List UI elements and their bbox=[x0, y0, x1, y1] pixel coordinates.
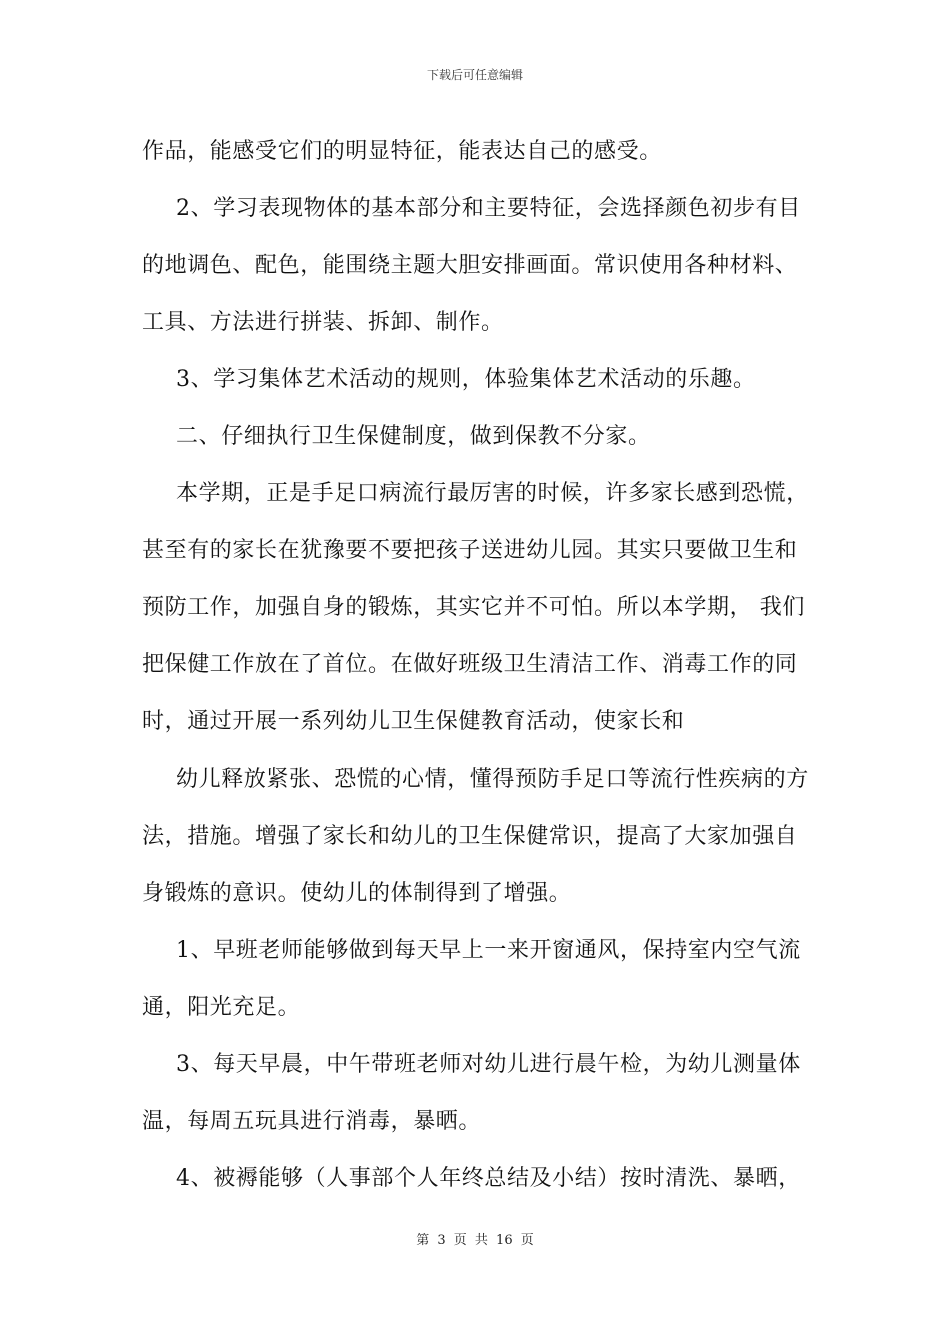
text-line: 2、学习表现物体的基本部分和主要特征，会选择颜色初步有目 bbox=[176, 196, 801, 221]
text-line: 的地调色、配色，能围绕主题大胆安排画面。常识使用各种材料、 bbox=[142, 253, 798, 278]
text-line: 本学期，正是手足口病流行最厉害的时候，许多家长感到恐慌， bbox=[176, 481, 809, 506]
text-line: 身锻炼的意识。使幼儿的体制得到了增强。 bbox=[142, 881, 572, 906]
text-line: 作品，能感受它们的明显特征，能表达自己的感受。 bbox=[142, 139, 662, 164]
page-number: 第 3 页 共 16 页 bbox=[416, 1233, 534, 1248]
text-line: 4、被褥能够（人事部个人年终总结及小结）按时清洗、暴晒， bbox=[176, 1166, 801, 1191]
text-line: 工具、方法进行拼装、拆卸、制作。 bbox=[142, 310, 504, 335]
text-line: 幼儿释放紧张、恐慌的心情，懂得预防手足口等流行性疾病的方 bbox=[176, 767, 809, 792]
header-note: 下载后可任意编辑 bbox=[426, 68, 523, 82]
section-heading: 二、仔细执行卫生保健制度，做到保教不分家。 bbox=[176, 424, 651, 449]
text-line: 把保健工作放在了首位。在做好班级卫生清洁工作、消毒工作的同 bbox=[142, 652, 798, 677]
text-line: 预防工作，加强自身的锻炼，其实它并不可怕。所以本学期， 我们 bbox=[142, 595, 805, 620]
text-line: 法，措施。增强了家长和幼儿的卫生保健常识，提高了大家加强自 bbox=[142, 824, 798, 849]
text-line: 1、早班老师能够做到每天早上一来开窗通风，保持室内空气流 bbox=[176, 938, 801, 963]
text-line: 3、每天早晨，中午带班老师对幼儿进行晨午检，为幼儿测量体 bbox=[176, 1052, 801, 1077]
text-line: 通，阳光充足。 bbox=[142, 995, 301, 1020]
text-line: 温，每周五玩具进行消毒，暴晒。 bbox=[142, 1109, 482, 1134]
text-line: 甚至有的家长在犹豫要不要把孩子送进幼儿园。其实只要做卫生和 bbox=[142, 538, 798, 563]
text-line: 3、学习集体艺术活动的规则，体验集体艺术活动的乐趣。 bbox=[176, 367, 756, 392]
text-line: 时，通过开展一系列幼儿卫生保健教育活动，使家长和 bbox=[142, 709, 685, 734]
